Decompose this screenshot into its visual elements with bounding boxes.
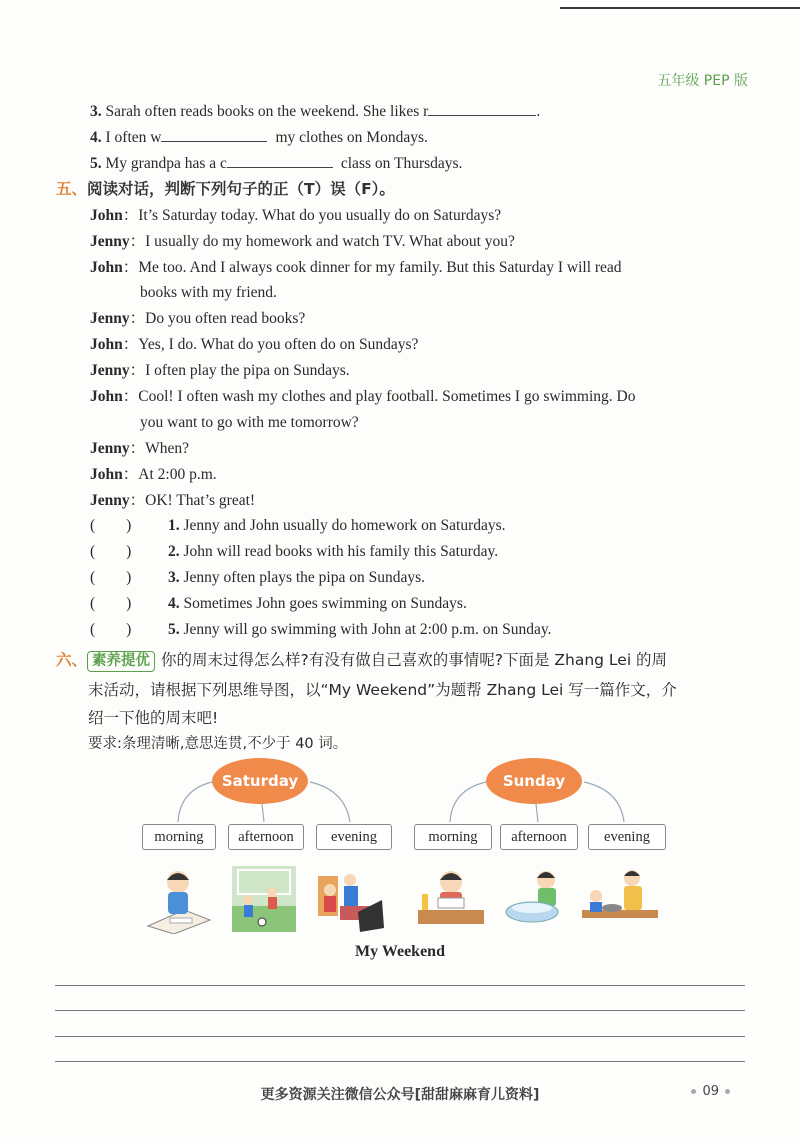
dialogue-continuation: books with my friend. <box>140 284 277 301</box>
section-instruction: 阅读对话，判断下列句子的正（T）误（F）。 <box>87 180 395 198</box>
sunday-node: Sunday <box>486 758 582 804</box>
writing-line[interactable] <box>55 1036 745 1037</box>
skill-tag: 素养提优 <box>87 651 155 672</box>
speaker-name: John <box>90 259 123 276</box>
answer-parentheses[interactable]: ( ) <box>90 517 132 534</box>
speaker-name: John <box>90 388 123 405</box>
speaker-colon: ： <box>129 440 146 457</box>
item-number: 5. <box>168 621 180 638</box>
speaker-name: Jenny <box>90 310 130 327</box>
item-text-before: I often w <box>105 129 162 146</box>
dialogue-text: I often play the pipa on Sundays. <box>145 362 350 379</box>
answer-parentheses[interactable]: ( ) <box>90 621 132 638</box>
speaker-colon: ： <box>122 466 139 483</box>
answer-parentheses[interactable]: ( ) <box>90 569 132 586</box>
connector-line <box>178 782 212 822</box>
speaker-name: John <box>90 466 123 483</box>
saturday-node: Saturday <box>212 758 308 804</box>
item-text-after: class on Thursdays. <box>340 155 463 172</box>
judgment-text: John will read books with his family this Saturday. <box>183 543 499 560</box>
speaker-colon: ： <box>129 233 146 250</box>
writing-line[interactable] <box>55 1010 745 1011</box>
saturday-evening-box: evening <box>316 824 392 850</box>
page-number-area <box>685 1084 736 1099</box>
speaker-colon: ： <box>129 362 146 379</box>
cooking-illustration <box>582 866 658 928</box>
football-illustration <box>232 866 296 932</box>
reading-book-illustration <box>416 864 486 928</box>
footer-text: 更多资源关注微信公众号[甜甜麻麻育儿资料] <box>260 1087 540 1103</box>
connector-line <box>450 782 486 822</box>
saturday-morning-box: morning <box>142 824 216 850</box>
writing-line[interactable] <box>55 985 745 986</box>
answer-parentheses[interactable]: ( ) <box>90 543 132 560</box>
speaker-name: John <box>90 207 123 224</box>
item-number: 4. <box>90 129 102 146</box>
decorative-dot <box>691 1089 696 1094</box>
dialogue-text: Cool! I often wash my clothes and play football. Sometimes I go swimming. Do <box>138 388 636 405</box>
connector-line <box>262 804 264 822</box>
section-prompt: 你的周末过得怎么样?有没有做自己喜欢的事情呢?下面是 Zhang Lei 的周 <box>161 651 668 669</box>
judgment-text: Sometimes John goes swimming on Sundays. <box>183 595 467 612</box>
item-number: 3. <box>168 569 180 586</box>
connector-line <box>310 782 350 822</box>
item-text-before: Sarah often reads books on the weekend. She likes r <box>105 103 429 120</box>
grade-label: 五年级 PEP 版 <box>657 73 748 89</box>
dialogue-text: It’s Saturday today. What do you usually do on Saturdays? <box>138 207 502 224</box>
speaker-colon: ： <box>122 388 139 405</box>
speaker-name: Jenny <box>90 362 130 379</box>
requirement-text: 要求:条理清晰,意思连贯,不少于 40 词。 <box>88 736 348 752</box>
section-6-line-2: 末活动，请根据下列思维导图，以“My Weekend”为题帮 Zhang Lei 写一篇作文，介 <box>88 681 677 699</box>
dialogue-text: At 2:00 p.m. <box>138 466 217 483</box>
doing-homework-illustration <box>144 864 214 934</box>
judgment-text: Jenny often plays the pipa on Sundays. <box>183 569 426 586</box>
essay-title: My Weekend <box>355 943 445 960</box>
dialogue-text: Me too. And I always cook dinner for my family. But this Saturday I will read <box>138 259 622 276</box>
speaker-colon: ： <box>122 207 139 224</box>
section-6-line-3: 绍一下他的周末吧! <box>88 709 219 727</box>
speaker-name: Jenny <box>90 233 130 250</box>
item-text-after: my clothes on Mondays. <box>275 129 428 146</box>
judgment-text: Jenny and John usually do homework on Saturdays. <box>183 517 506 534</box>
item-number: 4. <box>168 595 180 612</box>
decorative-dot <box>725 1089 730 1094</box>
speaker-name: John <box>90 336 123 353</box>
speaker-colon: ： <box>122 259 139 276</box>
item-text-before: My grandpa has a c <box>105 155 227 172</box>
speaker-colon: ： <box>129 310 146 327</box>
writing-line[interactable] <box>55 1061 745 1062</box>
speaker-colon: ： <box>129 492 146 509</box>
item-number: 1. <box>168 517 180 534</box>
item-text-after: . <box>536 103 541 120</box>
dialogue-continuation: you want to go with me tomorrow? <box>140 414 359 431</box>
item-number: 3. <box>90 103 102 120</box>
section-number: 六、 <box>56 651 88 669</box>
connector-line <box>536 804 538 822</box>
item-number: 5. <box>90 155 102 172</box>
section-number: 五、 <box>56 180 88 198</box>
dialogue-text: I usually do my homework and watch TV. What about you? <box>145 233 515 250</box>
judgment-text: Jenny will go swimming with John at 2:00 p.m. on Sunday. <box>183 621 552 638</box>
dialogue-text: Yes, I do. What do you often do on Sundays? <box>138 336 419 353</box>
dialogue-text: Do you often read books? <box>145 310 306 327</box>
speaker-name: Jenny <box>90 492 130 509</box>
sunday-afternoon-box: afternoon <box>500 824 578 850</box>
sunday-morning-box: morning <box>414 824 492 850</box>
speaker-name: Jenny <box>90 440 130 457</box>
watch-tv-illustration <box>316 866 386 932</box>
saturday-afternoon-box: afternoon <box>228 824 304 850</box>
dialogue-text: When? <box>145 440 190 457</box>
sunday-evening-box: evening <box>588 824 666 850</box>
answer-parentheses[interactable]: ( ) <box>90 595 132 612</box>
page-number: 09 <box>702 1084 719 1099</box>
wash-clothes-illustration <box>504 866 570 928</box>
speaker-colon: ： <box>122 336 139 353</box>
dialogue-text: OK! That’s great! <box>145 492 256 509</box>
item-number: 2. <box>168 543 180 560</box>
connector-line <box>584 782 624 822</box>
